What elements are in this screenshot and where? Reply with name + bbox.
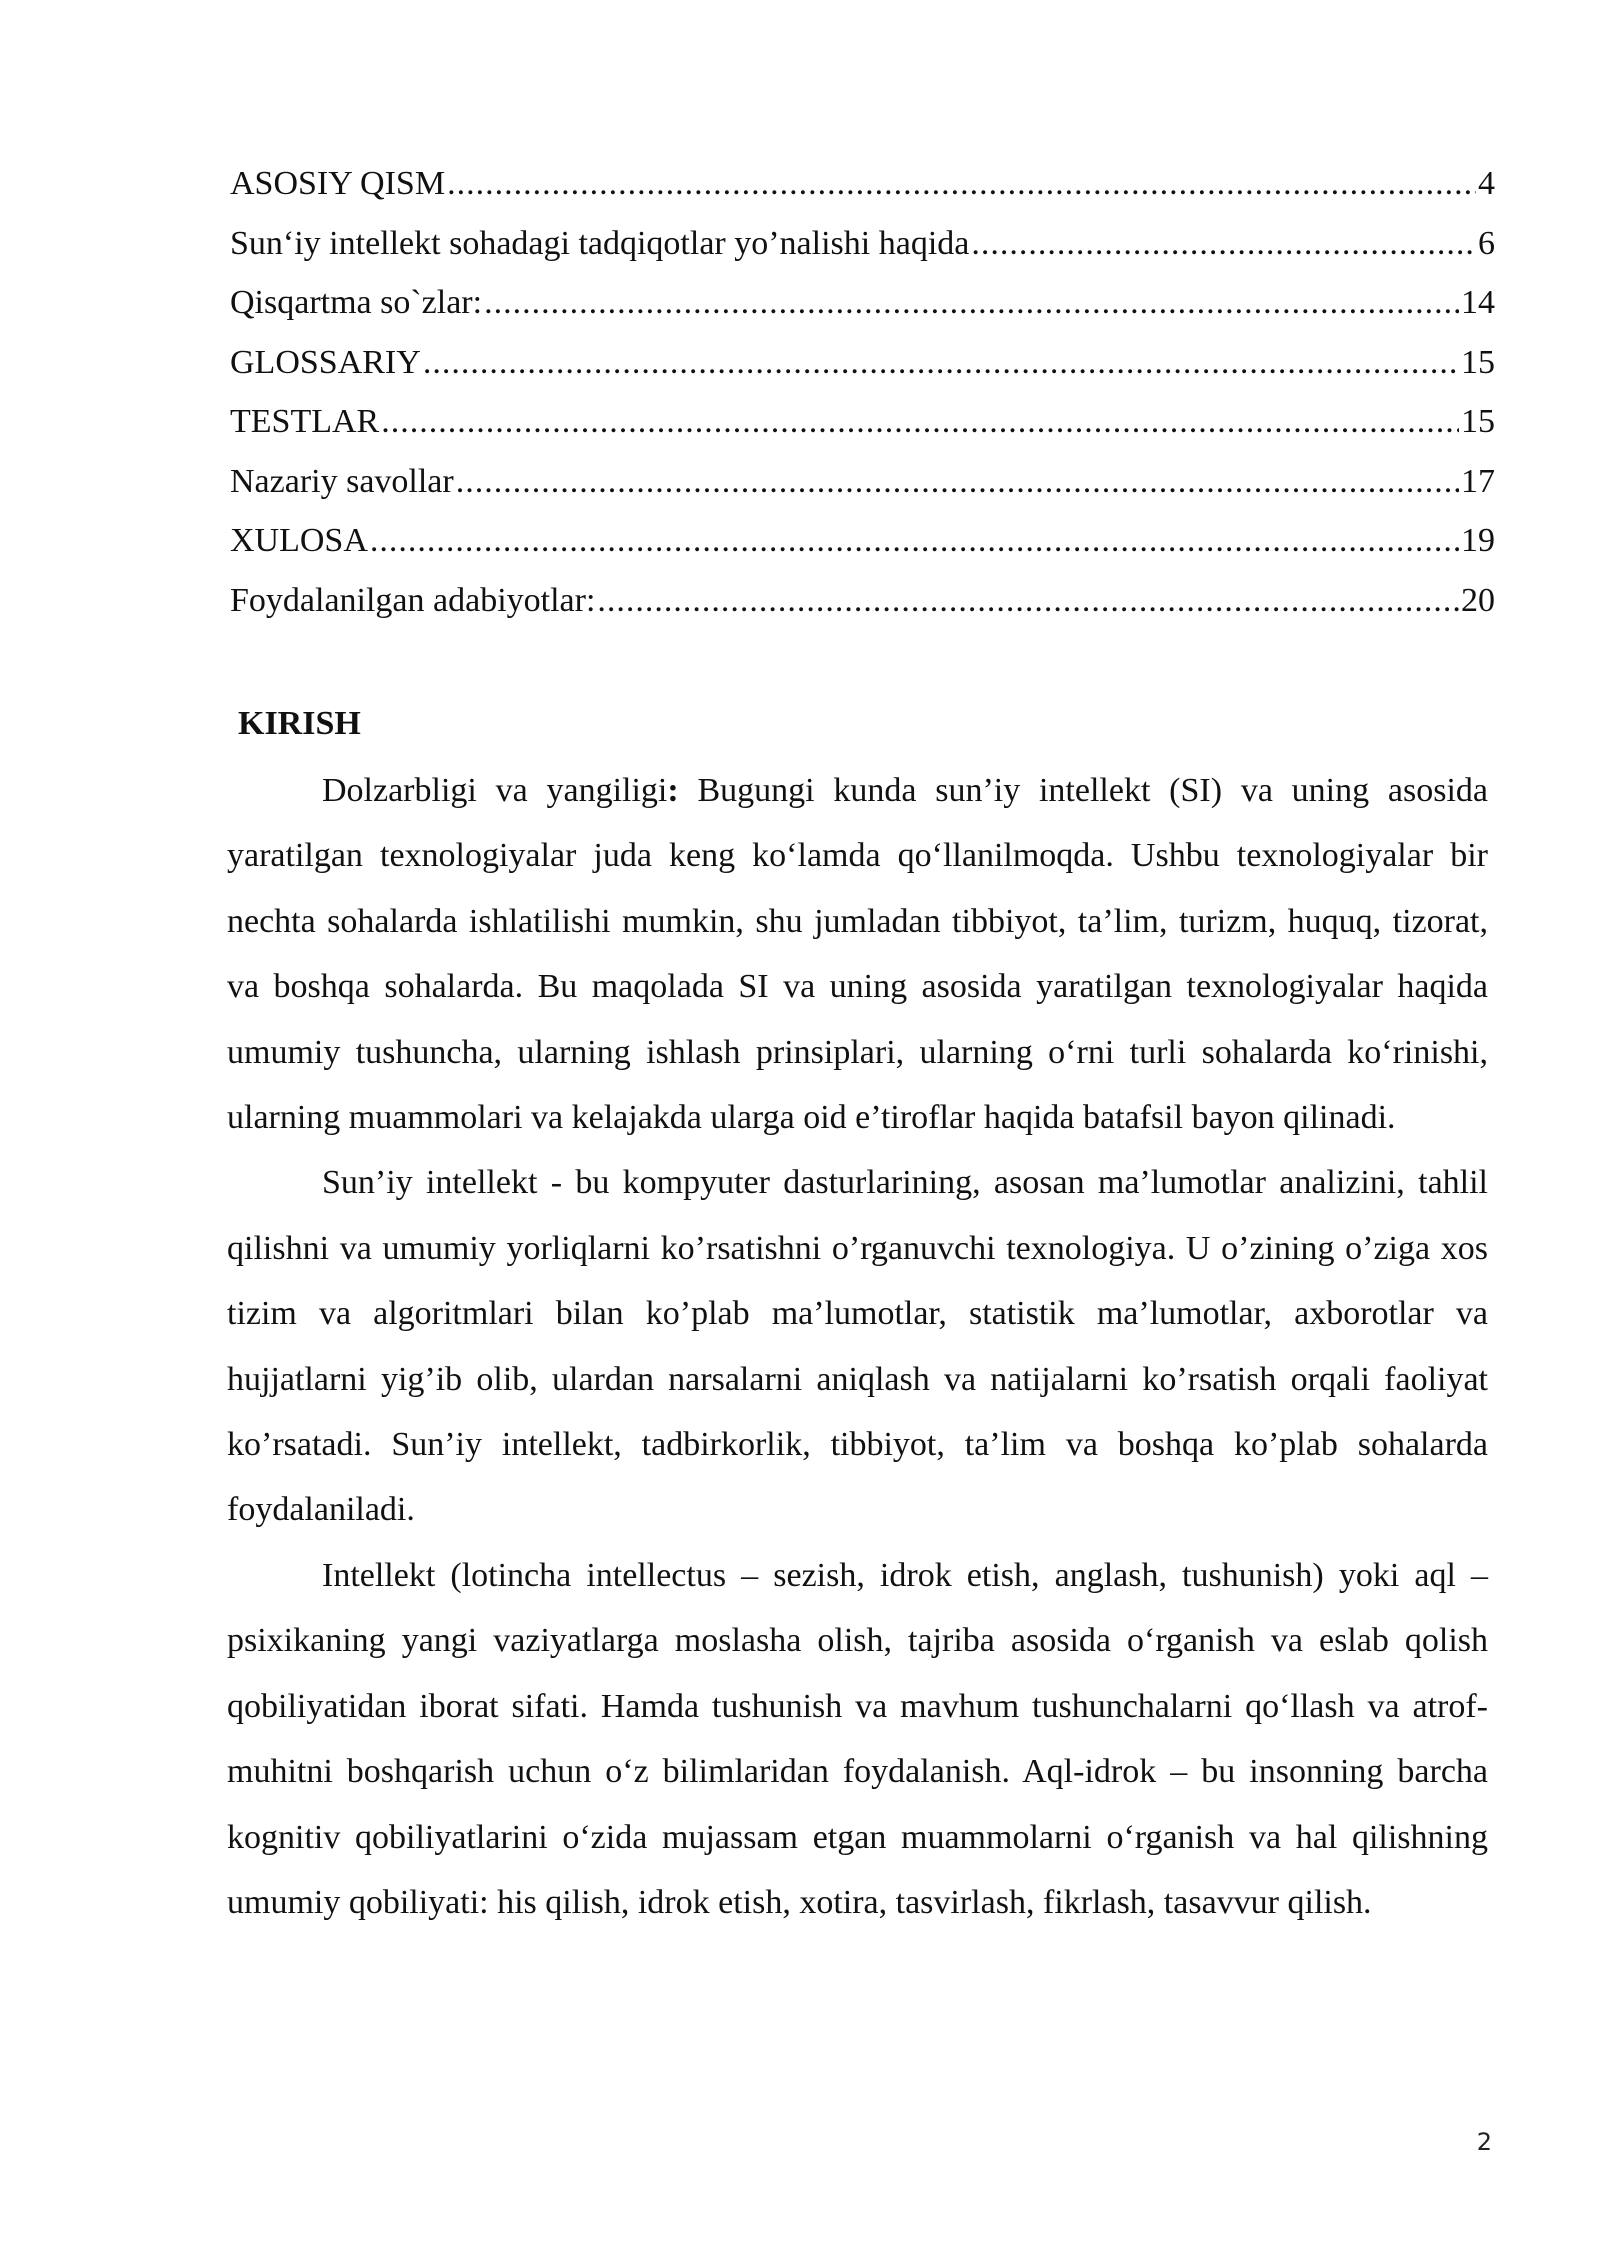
toc-dot-leader — [597, 571, 1459, 631]
toc-entry-page: 4 — [1478, 165, 1495, 202]
toc-entry-label: Foydalanilgan adabiyotlar: — [230, 581, 596, 619]
toc-entry-page: 20 — [1461, 581, 1495, 619]
toc-entry[interactable] — [230, 571, 1495, 631]
toc-entry[interactable] — [230, 452, 1495, 512]
paragraph-lead-term: Dolzarbligi va yangiligi — [322, 772, 668, 809]
toc-entry-label: Qisqartma so`zlar: — [230, 284, 483, 321]
toc-entry[interactable] — [230, 511, 1495, 571]
toc-entry-page: 6 — [1478, 224, 1495, 262]
toc-entry-page: 15 — [1461, 403, 1495, 440]
toc-dot-leader — [381, 392, 1459, 452]
section-body — [227, 758, 1488, 1935]
toc-dot-leader — [971, 214, 1476, 274]
toc-entry[interactable] — [230, 392, 1495, 452]
toc-dot-leader — [423, 333, 1459, 393]
toc-dot-leader — [447, 154, 1476, 214]
toc-entry-label: ASOSIY QISM — [230, 165, 446, 202]
toc-entry[interactable] — [230, 273, 1495, 333]
toc-entry-label: GLOSSARIY — [230, 343, 421, 381]
toc-entry-label: Sun‘iy intellekt sohadagi tadqiqotlar yo’nalishi haqida — [230, 224, 970, 262]
toc-entry-page: 19 — [1461, 522, 1495, 559]
toc-entry-page: 14 — [1461, 284, 1495, 321]
toc-entry-page: 15 — [1461, 343, 1495, 381]
page-number: 2 — [1476, 2128, 1492, 2156]
section-heading: KIRISH — [238, 705, 361, 742]
paragraph-lead-colon: : — [667, 772, 679, 809]
paragraph-intellect-definition: Intellekt (lotincha intellectus – sezish, idrok etish, anglash, tushunish) yoki aql – psixikaning yangi vaziyatlarga moslasha olish, tajriba asosida o‘rganish va eslab qolish qobiliyatidan iborat sifati. Hamda tushunish va mavhum tushunchalarni qo‘llash va atrof-muhitni boshqarish uchun o‘z bilimlaridan foydalanish. Aql-idrok – bu insonning barcha kognitiv qobiliyatlarini o‘zida mujassam etgan muammolarni o‘rganish va hal qilishning umumiy qobiliyati: his qilish, idrok etish, xotira, tasvirlash, fikrlash, tasavvur qilish. — [227, 1556, 1488, 1921]
toc-dot-leader — [456, 452, 1459, 512]
toc-entry-label: XULOSA — [230, 522, 368, 559]
toc-entry[interactable] — [230, 333, 1495, 393]
paragraph-ai-definition: Sun’iy intellekt - bu kompyuter dasturlarining, asosan ma’lumotlar analizini, tahlil qilishni va umumiy yorliqlarni ko’rsatishni o’rganuvchi texnologiya. U o’zining o’ziga xos tizim va algoritmlari bilan ko’plab ma’lumotlar, statistik ma’lumotlar, axborotlar va hujjatlarni yig’ib olib, ulardan narsalarni aniqlash va natijalarni ko’rsatish orqali faoliyat ko’rsatadi. Sun’iy intellekt, tadbirkorlik, tibbiyot, ta’lim va boshqa ko’plab sohalarda foydalaniladi. — [227, 1164, 1488, 1529]
table-of-contents — [230, 154, 1495, 630]
toc-entry-label: Nazariy savollar — [230, 462, 454, 500]
toc-entry[interactable] — [230, 154, 1495, 214]
toc-entry-label: TESTLAR — [230, 403, 380, 440]
paragraph-text: Bugungi kunda sun’iy intellekt (SI) va uning asosida yaratilgan texnologiyalar juda keng ko‘lamda qo‘llanilmoqda. Ushbu texnologiyalar bir nechta sohalarda ishlatilishi mumkin, shu jumladan tibbiyot, ta’lim, turizm, huquq, tizorat, va boshqa sohalarda. Bu maqolada SI va uning asosida yaratilgan texnologiyalar haqida umumiy tushuncha, ularning ishlash prinsiplari, ularning o‘rni turli sohalarda ko‘rinishi, ularning muammolari va kelajakda ularga oid e’tiroflar haqida batafsil bayon qilinadi. — [227, 772, 1488, 1137]
toc-dot-leader — [484, 273, 1459, 333]
toc-dot-leader — [370, 511, 1459, 571]
paragraph-relevance — [227, 758, 1488, 1150]
toc-entry[interactable] — [230, 214, 1495, 274]
toc-entry-page: 17 — [1461, 462, 1495, 500]
